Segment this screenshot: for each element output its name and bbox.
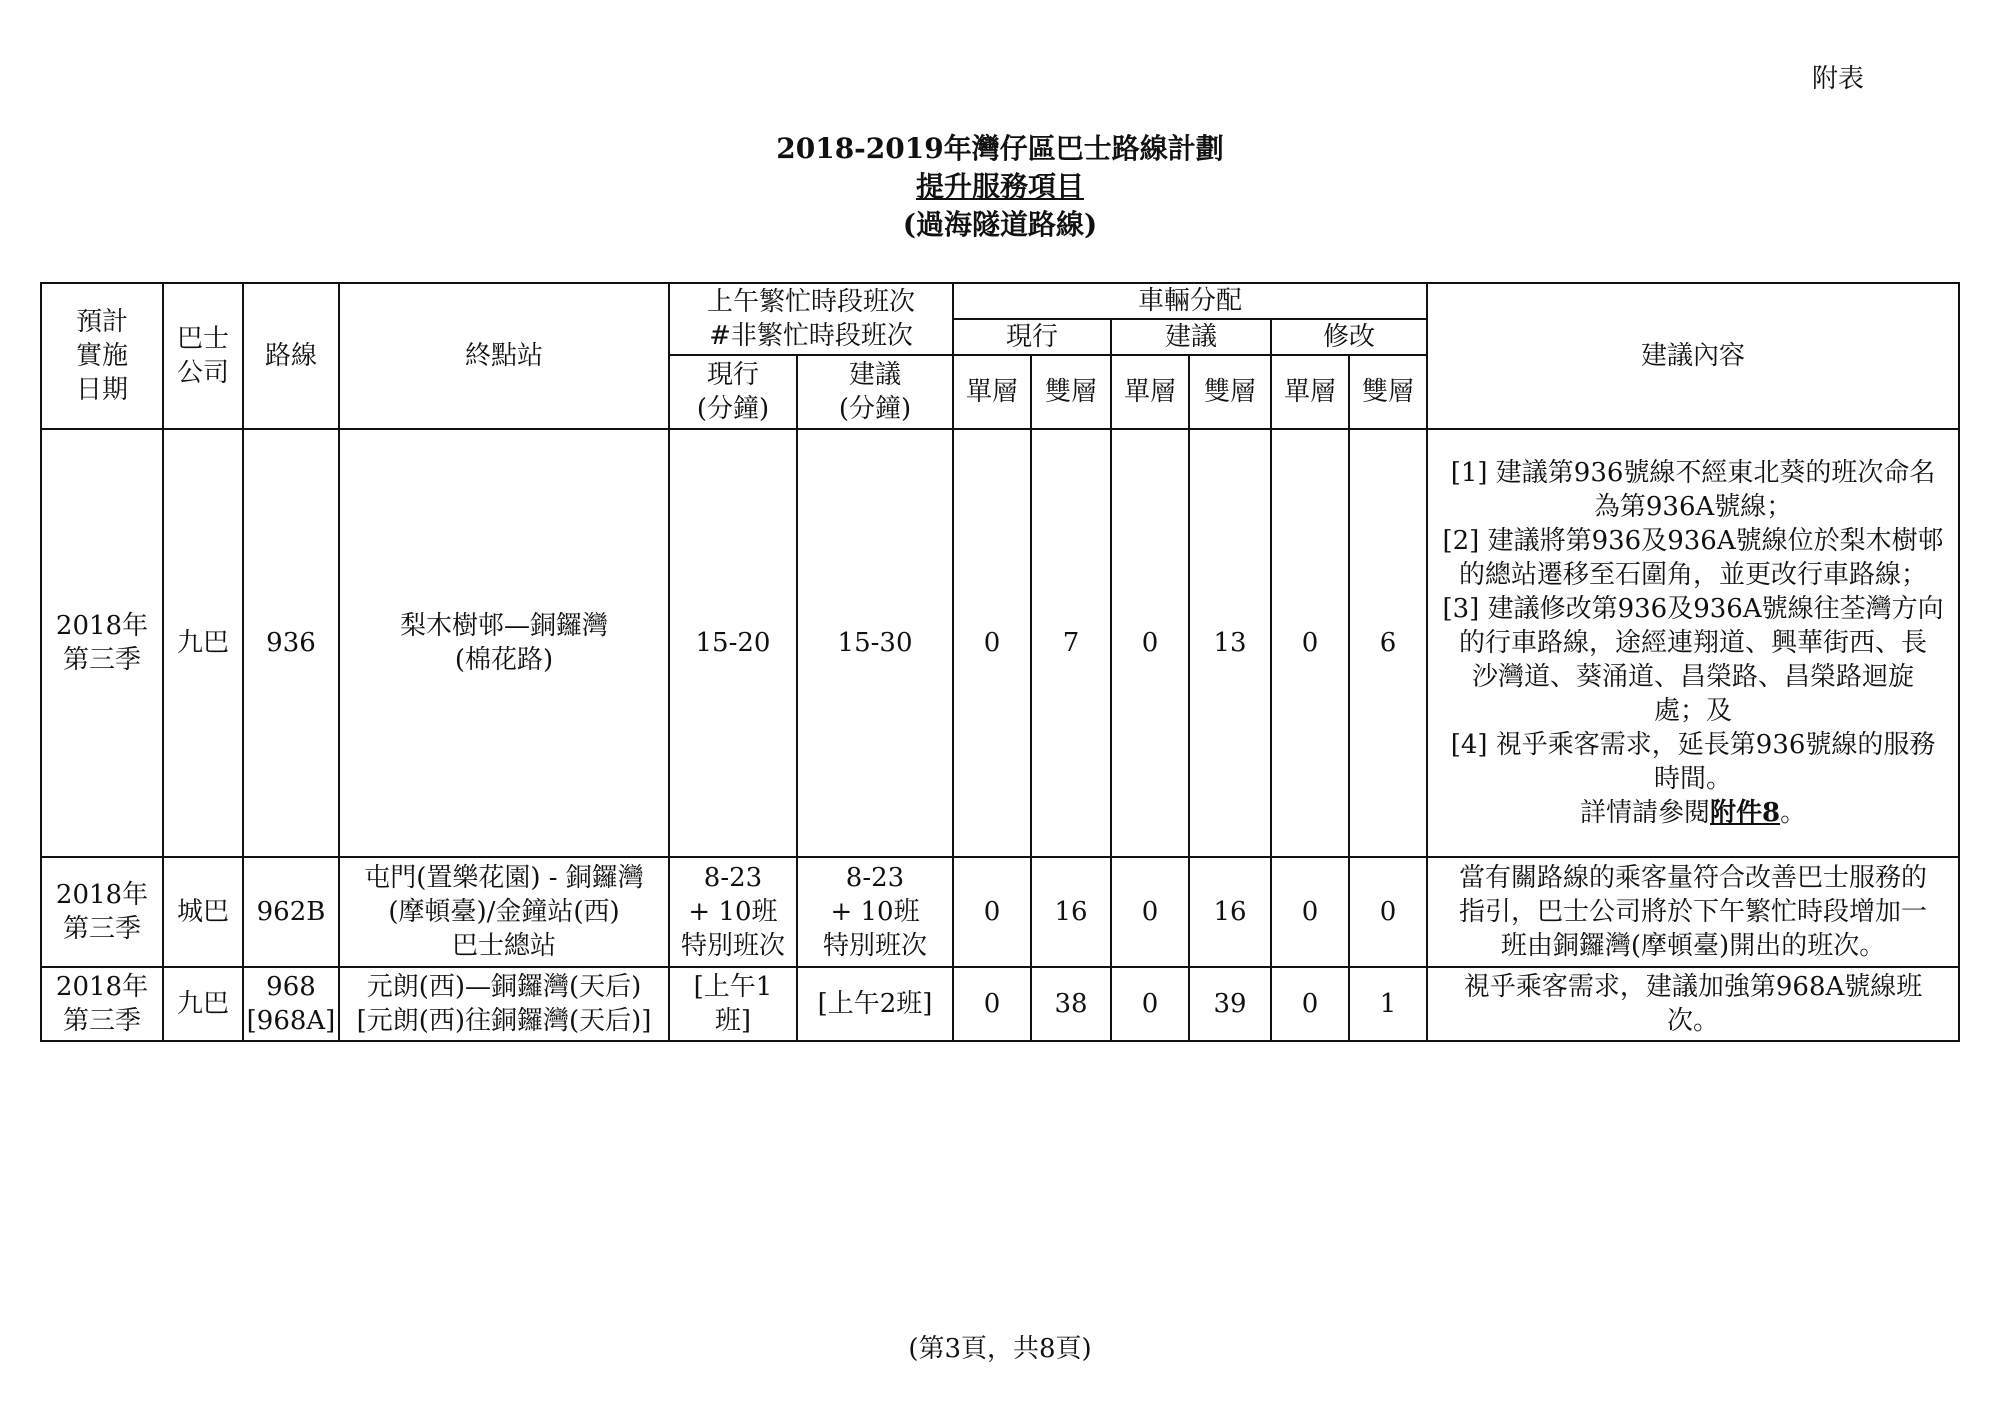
cell-chg-double: 6 <box>1349 429 1427 857</box>
cell-company: 九巴 <box>163 967 243 1041</box>
cell-date: 2018年 第三季 <box>41 429 163 857</box>
cell-company: 城巴 <box>163 857 243 967</box>
cell-freq-proposed: 8-23 + 10班 特別班次 <box>797 857 953 967</box>
cell-cur-single: 0 <box>953 429 1031 857</box>
cell-terminus: 屯門(置樂花園) - 銅鑼灣 (摩頓臺)/金鐘站(西) 巴士總站 <box>339 857 669 967</box>
cell-pro-single: 0 <box>1111 429 1189 857</box>
cell-date: 2018年 第三季 <box>41 857 163 967</box>
cell-proposal-content: 視乎乘客需求，建議加強第968A號線班 次。 <box>1427 967 1959 1041</box>
cell-pro-double: 13 <box>1189 429 1271 857</box>
header-proposal: 建議內容 <box>1427 283 1959 429</box>
cell-cur-double: 16 <box>1031 857 1111 967</box>
cell-cur-single: 0 <box>953 967 1031 1041</box>
header-date: 預計 實施 日期 <box>41 283 163 429</box>
header-pro-double: 雙層 <box>1189 355 1271 429</box>
cell-freq-current: 15-20 <box>669 429 797 857</box>
cell-chg-double: 0 <box>1349 857 1427 967</box>
cell-pro-single: 0 <box>1111 857 1189 967</box>
cell-terminus: 梨木樹邨—銅鑼灣 (棉花路) <box>339 429 669 857</box>
cell-pro-double: 16 <box>1189 857 1271 967</box>
cell-cur-double: 7 <box>1031 429 1111 857</box>
cell-chg-single: 0 <box>1271 429 1349 857</box>
route-category: (過海隧道路線) <box>902 208 1098 241</box>
cell-chg-single: 0 <box>1271 857 1349 967</box>
cell-route: 962B <box>243 857 339 967</box>
cell-chg-double: 1 <box>1349 967 1427 1041</box>
cell-proposal-content: 當有關路線的乘客量符合改善巴士服務的 指引，巴士公司將於下午繁忙時段增加一 班由銅鑼灣(摩頓臺)開出的班次。 <box>1427 857 1959 967</box>
table-row <box>41 429 1959 857</box>
cell-freq-current: [上午1 班] <box>669 967 797 1041</box>
annex-8-link[interactable]: 附件8 <box>1710 798 1781 828</box>
header-chg-single: 單層 <box>1271 355 1349 429</box>
cell-company: 九巴 <box>163 429 243 857</box>
header-cur-single: 單層 <box>953 355 1031 429</box>
cell-route: 936 <box>243 429 339 857</box>
header-freq-current: 現行 (分鐘) <box>669 355 797 429</box>
header-frequency: 上午繁忙時段班次 #非繁忙時段班次 <box>669 283 953 355</box>
cell-pro-double: 39 <box>1189 967 1271 1041</box>
cell-cur-double: 38 <box>1031 967 1111 1041</box>
header-veh-change: 修改 <box>1271 319 1427 355</box>
cell-freq-proposed: [上午2班] <box>797 967 953 1041</box>
table-row <box>41 857 1959 967</box>
header-pro-single: 單層 <box>1111 355 1189 429</box>
cell-terminus: 元朗(西)—銅鑼灣(天后) [元朗(西)往銅鑼灣(天后)] <box>339 967 669 1041</box>
header-vehicle-allocation: 車輛分配 <box>953 283 1427 319</box>
annex-label: 附表 <box>1812 64 1865 94</box>
document-title: 2018-2019年灣仔區巴士路線計劃 <box>776 132 1224 165</box>
cell-freq-current: 8-23 + 10班 特別班次 <box>669 857 797 967</box>
header-veh-current: 現行 <box>953 319 1111 355</box>
cell-pro-single: 0 <box>1111 967 1189 1041</box>
header-route: 路線 <box>243 283 339 429</box>
header-company: 巴士 公司 <box>163 283 243 429</box>
header-veh-proposed: 建議 <box>1111 319 1271 355</box>
cell-freq-proposed: 15-30 <box>797 429 953 857</box>
header-chg-double: 雙層 <box>1349 355 1427 429</box>
table-row <box>41 967 1959 1041</box>
cell-proposal-content: [1] 建議第936號線不經東北葵的班次命名 為第936A號線； [2] 建議將第936及936A號線位於梨木樹邨 的總站遷移至石圍角，並更改行車路線； [3] 建議修改第936及936A號線往荃灣方向 的行車路線，途經連翔道、興華街西、長 沙灣道、葵涌道、昌榮路、昌榮路迴旋 處；及 [4] 視乎乘客需求，延長第936號線的服務 時間。 詳情請參閱附件8。 <box>1427 429 1959 857</box>
cell-route: 968 [968A] <box>243 967 339 1041</box>
header-cur-double: 雙層 <box>1031 355 1111 429</box>
title-block <box>0 130 2000 244</box>
cell-date: 2018年 第三季 <box>41 967 163 1041</box>
document-subtitle: 提升服務項目 <box>915 170 1084 203</box>
bus-route-table <box>40 282 1960 1042</box>
header-terminus: 終點站 <box>339 283 669 429</box>
cell-chg-single: 0 <box>1271 967 1349 1041</box>
header-freq-proposed: 建議 (分鐘) <box>797 355 953 429</box>
page-number: (第3頁，共8頁) <box>908 1334 1092 1364</box>
cell-cur-single: 0 <box>953 857 1031 967</box>
